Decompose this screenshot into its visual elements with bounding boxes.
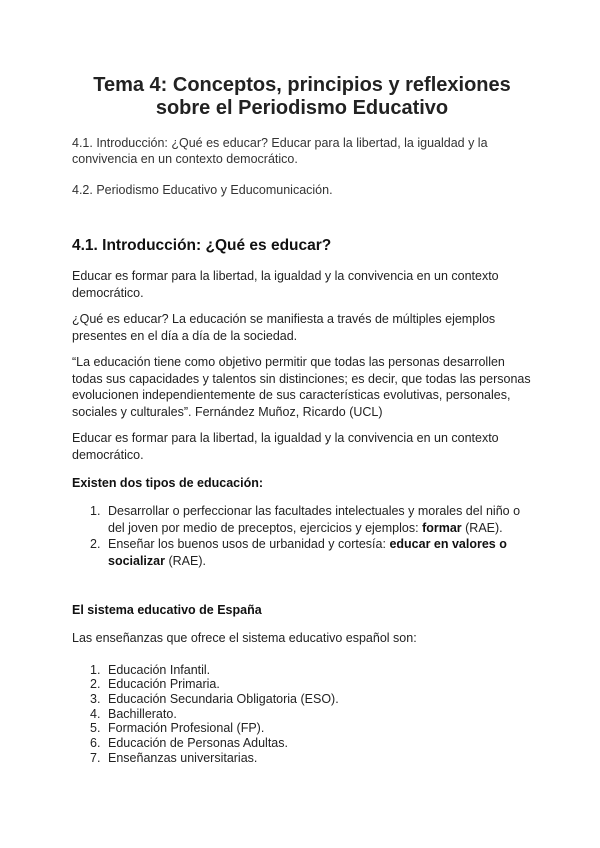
list-item bbox=[72, 663, 532, 678]
education-system-heading: El sistema educativo de España bbox=[72, 603, 262, 617]
education-system-intro: Las enseñanzas que ofrece el sistema educativo español son: bbox=[72, 631, 417, 645]
list-item bbox=[72, 692, 532, 707]
education-types-heading: Existen dos tipos de educación: bbox=[72, 476, 264, 490]
list-item bbox=[72, 721, 532, 736]
paragraph-quote: “La educación tiene como objetivo permitir que todas las personas desarrollen todas sus capacidades y talentos sin distinciones; es decir, que todas las personas evolucionen independientemente de sus características evolutivas, personales, sociales y culturales”. Fernández Muñoz, Ricardo (UCL) bbox=[72, 355, 531, 419]
list-text: Enseñanzas universitarias. bbox=[108, 750, 258, 765]
list-text: Educación Infantil. bbox=[108, 662, 211, 677]
list-text: Enseñar los buenos usos de urbanidad y cortesía: bbox=[108, 537, 390, 551]
list-number: 2. bbox=[90, 677, 101, 692]
list-bold-term: educar en valores o socializar bbox=[108, 537, 507, 568]
list-number: 3. bbox=[90, 691, 101, 706]
list-item bbox=[72, 536, 532, 569]
paragraph-question: ¿Qué es educar? La educación se manifiesta a través de múltiples ejemplos presentes en el día a día de la sociedad. bbox=[72, 312, 496, 343]
list-number: 6. bbox=[90, 736, 101, 751]
section-heading-4-1: 4.1. Introducción: ¿Qué es educar? bbox=[72, 237, 332, 254]
list-text-after: (RAE). bbox=[461, 520, 503, 535]
list-text: Educación Secundaria Obligatoria (ESO). bbox=[108, 691, 339, 706]
list-number: 2. bbox=[90, 537, 101, 551]
list-bold-term: formar bbox=[422, 520, 462, 535]
list-text: Educación Primaria. bbox=[108, 677, 220, 692]
education-levels-list bbox=[72, 663, 532, 766]
list-number: 1. bbox=[90, 662, 101, 677]
document-page bbox=[72, 0, 532, 765]
list-item bbox=[72, 707, 532, 722]
list-item bbox=[72, 751, 532, 766]
education-types-list bbox=[72, 503, 532, 569]
toc-item-4-2: 4.2. Periodismo Educativo y Educomunicación. bbox=[72, 183, 333, 197]
list-item bbox=[72, 503, 532, 536]
list-item bbox=[72, 736, 532, 751]
list-text: Formación Profesional (FP). bbox=[108, 721, 265, 736]
list-number: 5. bbox=[90, 721, 101, 736]
paragraph-definition-repeat: Educar es formar para la libertad, la igualdad y la convivencia en un contexto democrático. bbox=[72, 431, 499, 462]
list-text: Educación de Personas Adultas. bbox=[108, 736, 288, 751]
list-text: Bachillerato. bbox=[108, 706, 177, 721]
list-text: Desarrollar o perfeccionar las facultades intelectuales y morales del niño o del joven por medio de preceptos, ejercicios y ejemplos: bbox=[108, 504, 521, 535]
list-item bbox=[72, 677, 532, 692]
paragraph-definition: Educar es formar para la libertad, la igualdad y la convivencia en un contexto democrático. bbox=[72, 269, 499, 300]
list-number: 7. bbox=[90, 750, 101, 765]
toc-item-4-1: 4.1. Introducción: ¿Qué es educar? Educar para la libertad, la igualdad y la convivencia en un contexto democrático. bbox=[72, 136, 488, 166]
list-number: 1. bbox=[90, 504, 101, 518]
list-number: 4. bbox=[90, 706, 101, 721]
page-title: Tema 4: Conceptos, principios y reflexiones sobre el Periodismo Educativo bbox=[93, 74, 511, 119]
list-text-after: (RAE). bbox=[164, 553, 206, 568]
